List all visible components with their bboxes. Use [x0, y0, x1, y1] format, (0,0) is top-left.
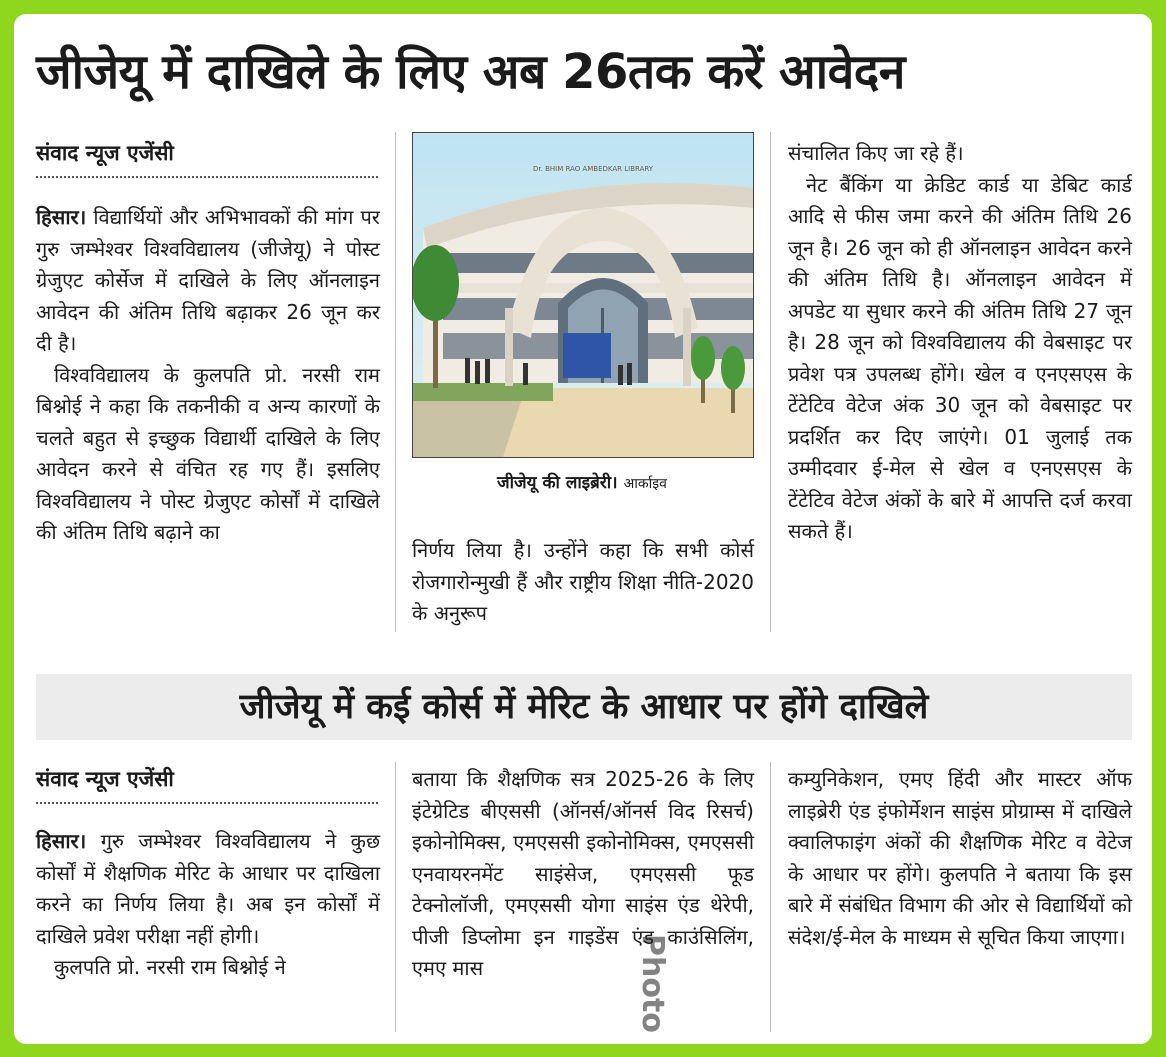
article1-byline-divider [36, 176, 378, 178]
article1-col3-para1: संचालित किए जा रहे हैं। [788, 141, 964, 165]
article2-col2-para: बताया कि शैक्षणिक सत्र 2025-26 के लिए इंटेग्रेटिड बीएससी (ऑनर्स/ऑनर्स विद रिसर्च) इकोनोमिक्स, एमएससी इकोनोमिक्स, एमएससी एनवायरनमेंट साइंसेज, एमएससी फूड टेक्नोलॉजी, एमएससी योगा साइंस एंड थेरेपी, पीजी डिप्लोमा इन गाइडेंस एंड काउंसिलिंग, एमए मास [412, 767, 754, 980]
column-rule [770, 132, 771, 632]
article1-col2-para: निर्णय लिया है। उन्होंने कहा कि सभी कोर्स रोजगारोन्मुखी हैं और राष्ट्रीय शिक्षा नीति-2020 के अनुरूप [412, 538, 754, 625]
article1-col1-para2: विश्वविद्यालय के कुलपति प्रो. नरसी राम बिश्नोई ने कहा कि तकनीकी व अन्य कारणों के चलते बहुत से इच्छुक विद्यार्थी दाखिले के लिए आवेदन करने से वंचित रह गए हैं। इसलिए विश्वविद्यालय ने पोस्ट ग्रेजुएट कोर्सों में दाखिले की अंतिम तिथि बढ़ाने का [36, 362, 380, 544]
photo-watermark: Photo [635, 934, 670, 1033]
article2-col3-para: कम्युनिकेशन, एमए हिंदी और मास्टर ऑफ लाइब्रेरी एंड इंफोर्मेशन साइंस प्रोग्राम्स में दाखिले क्वालिफाइंग अंकों की शैक्षणिक मेरिट व वेटेज के आधार पर होंगे। कुलपति ने बताया कि इस बारे में संबंधित विभाग की ओर से विद्यार्थियों को संदेश/ई-मेल के माध्यम से सूचित किया जाएगा। [788, 767, 1132, 949]
library-sign-text: Dr. BHIM RAO AMBEDKAR LIBRARY [533, 165, 654, 173]
newspaper-clipping [14, 14, 1152, 1044]
article2-column-2 [412, 764, 754, 985]
article1-byline: संवाद न्यूज एजेंसी [36, 141, 174, 165]
article1-dateline: हिसार। [36, 205, 87, 229]
column-rule [395, 132, 396, 632]
article1-col1-para1: हिसार। विद्यार्थियों और अभिभावकों की मांग पर गुरु जम्भेश्वर विश्वविद्यालय (जीजेयू) ने पोस्ट ग्रेजुएट कोर्सेज में दाखिले के लिए ऑनलाइन आवेदन की अंतिम तिथि बढ़ाकर 26 जून कर दी है। [36, 205, 380, 355]
article2-column-1 [36, 826, 380, 984]
article2-column-3 [788, 764, 1132, 953]
photo-caption [412, 470, 752, 493]
article1-column-3 [788, 138, 1132, 548]
library-building-illustration [413, 133, 753, 457]
article2-col1-para2: कुलपति प्रो. नरसी राम बिश्नोई ने [54, 955, 286, 979]
column-rule [395, 762, 396, 1032]
column-rule [770, 762, 771, 1032]
article2-col1-para1: हिसार। गुरु जम्भेश्वर विश्वविद्यालय ने कुछ कोर्सों में शैक्षणिक मेरिट के आधार पर दाखिला करने का निर्णय लिया है। अब इन कोर्सों में दाखिले प्रवेश परीक्षा नहीं होगी। [36, 829, 380, 948]
photo-caption-text: जीजेयू की लाइब्रेरी। [497, 473, 618, 493]
photo-caption-source: आर्काइव [623, 476, 667, 492]
article1-column-2 [412, 535, 754, 630]
library-photo [412, 132, 754, 458]
article1-column-1 [36, 202, 380, 549]
article1-col3-para2: नेट बैंकिंग या क्रेडिट कार्ड या डेबिट कार्ड आदि से फीस जमा करने की अंतिम तिथि 26 जून है। 26 जून को ही ऑनलाइन आवेदन करने की अंतिम तिथि है। ऑनलाइन आवेदन में अपडेट या सुधार करने की अंतिम तिथि 27 जून है। 28 जून को विश्वविद्यालय की वेबसाइट पर प्रवेश पत्र उपलब्ध होंगे। खेल व एनएसएस के टेंटेटिव वेटेज अंक 30 जून को वेबसाइट पर प्रदर्शित कर दिए जाएंगे। 01 जुलाई तक उम्मीदवार ई-मेल से खेल व एनएसएस के टेंटेटिव वेटेज अंकों के बारे में आपत्ति दर्ज करवा सकते हैं। [788, 172, 1132, 543]
article2-dateline: हिसार। [36, 829, 87, 853]
article2-headline: जीजेयू में कई कोर्स में मेरिट के आधार पर होंगे दाखिले [239, 687, 929, 727]
article1-headline: जीजेयू में दाखिले के लिए अब 26तक करें आवेदन [36, 44, 905, 100]
article2-byline: संवाद न्यूज एजेंसी [36, 767, 174, 791]
article2-byline-divider [36, 802, 378, 804]
